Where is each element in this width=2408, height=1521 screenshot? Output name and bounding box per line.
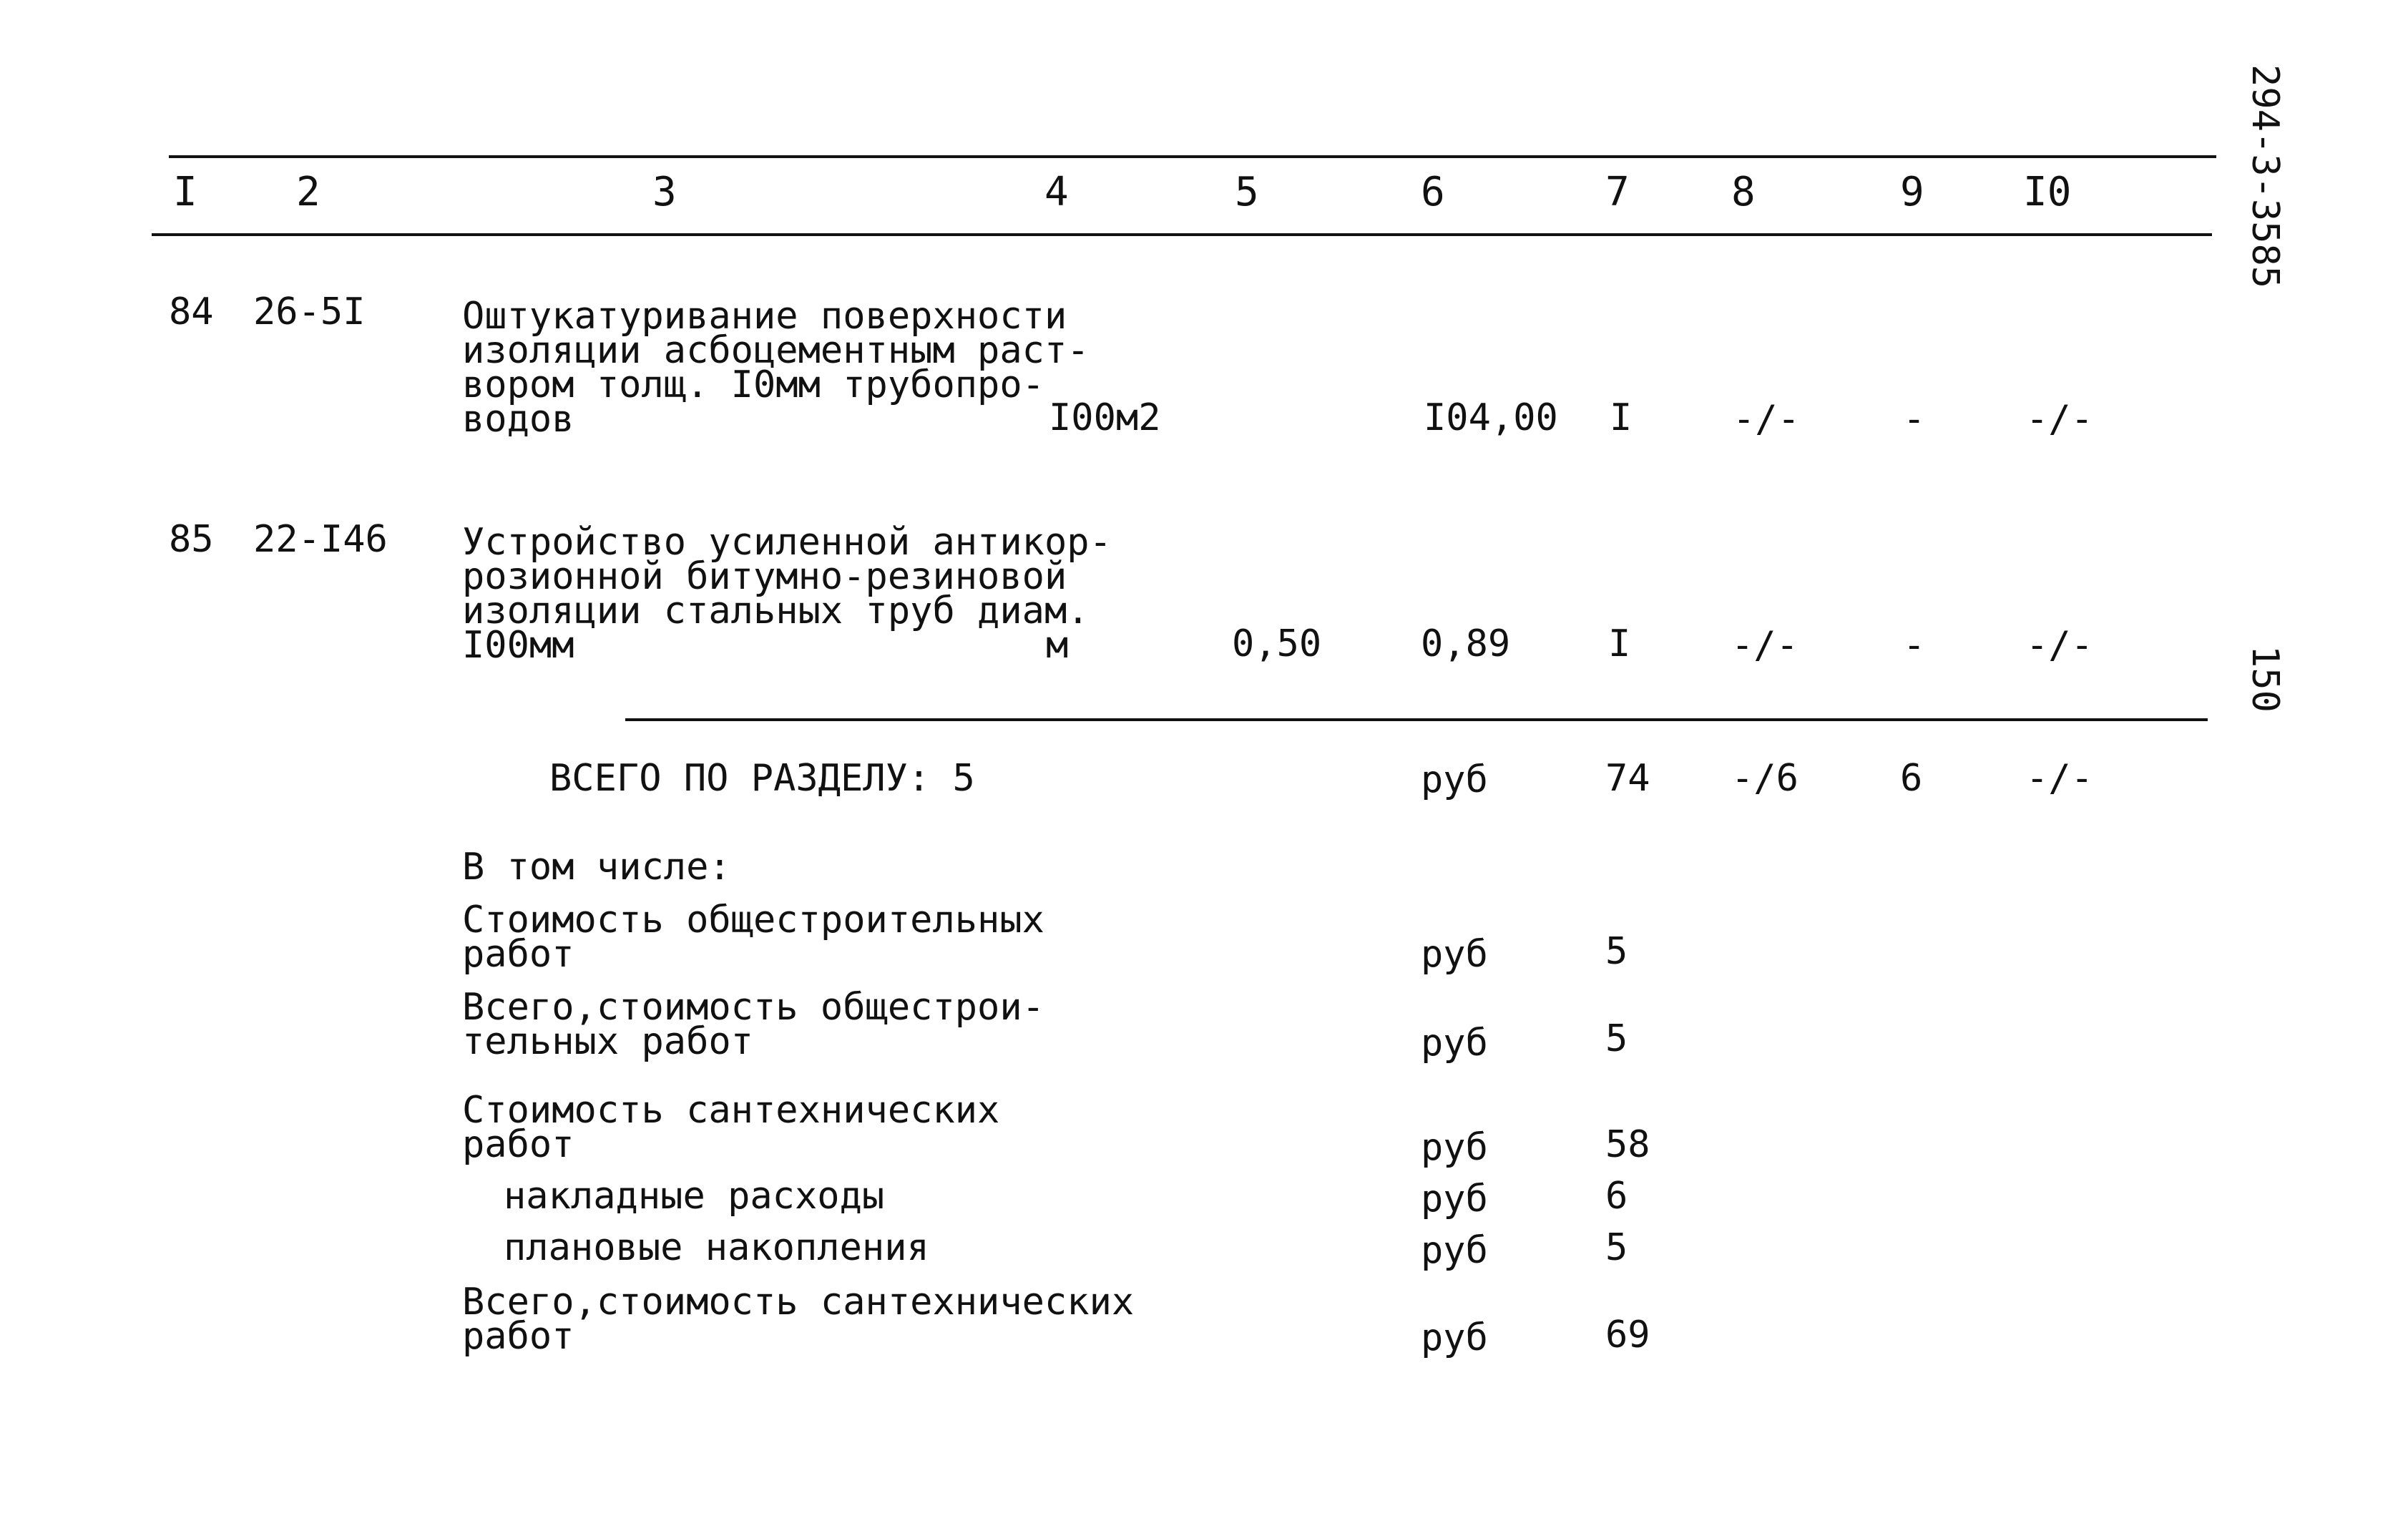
column-header-7: 7 [1605, 169, 1630, 215]
breakdown-unit: руб [1421, 1229, 1488, 1272]
breakdown-unit: руб [1421, 1316, 1488, 1359]
section-total-col9: 6 [1900, 757, 1923, 800]
column-header-1: I [173, 169, 197, 215]
row-84-col9: - [1903, 398, 1926, 441]
breakdown-value: 69 [1605, 1314, 1650, 1356]
document-code: 294-3-3585 [2243, 64, 2286, 289]
breakdown-value: 5 [1605, 1017, 1628, 1060]
row-85-col7: I [1608, 622, 1631, 665]
column-header-9: 9 [1900, 169, 1924, 215]
section-total-col8: -/6 [1731, 757, 1798, 800]
breakdown-value: 6 [1605, 1175, 1628, 1218]
section-divider-rule [625, 718, 2208, 721]
row-85-description-line: изоляции стальных труб диам. [462, 590, 1090, 632]
row-84-unit: I00м2 [1049, 396, 1161, 439]
row-84-col8: -/- [1733, 398, 1800, 441]
row-85-col9: - [1903, 624, 1926, 667]
column-header-8: 8 [1731, 169, 1756, 215]
breakdown-line: тельных работ [462, 1020, 753, 1063]
row-85-unit: м [1046, 624, 1069, 667]
row-85-description-line: Устройство усиленной антикор- [462, 521, 1112, 564]
row-85-col10: -/- [2026, 624, 2093, 667]
row-85-quantity: 0,50 [1232, 622, 1322, 665]
row-85-col8: -/- [1731, 624, 1798, 667]
row-84-description-line: водов [462, 398, 574, 441]
row-84-description-line: Оштукатуривание поверхности [462, 295, 1067, 338]
breakdown-unit: руб [1421, 1022, 1488, 1065]
row-85-price: 0,89 [1421, 622, 1511, 665]
breakdown-line: Стоимость сантехнических [462, 1089, 1000, 1132]
row-84-description-line: вором толщ. I0мм трубопро- [462, 363, 1044, 406]
row-85-number: 85 [169, 518, 214, 561]
breakdown-value: 58 [1605, 1123, 1650, 1166]
breakdown-line: работ [462, 933, 574, 976]
row-84-description-line: изоляции асбоцементным раст- [462, 329, 1090, 372]
row-85-description-line: I00мм [462, 624, 574, 667]
row-84-col7: I [1610, 396, 1633, 439]
row-84-number: 84 [169, 290, 214, 333]
header-bottom-rule [152, 233, 2212, 236]
row-84-price: I04,00 [1424, 396, 1558, 439]
section-total-label: ВСЕГО ПО РАЗДЕЛУ: 5 [549, 757, 975, 800]
breakdown-line: Всего,стоимость сантехнических [462, 1281, 1135, 1324]
breakdown-unit: руб [1421, 933, 1488, 976]
row-84-col10: -/- [2026, 398, 2093, 441]
row-85-code: 22-I46 [253, 518, 388, 561]
column-header-6: 6 [1421, 169, 1445, 215]
column-header-5: 5 [1235, 169, 1259, 215]
breakdown-line: работ [462, 1123, 574, 1166]
column-header-2: 2 [296, 169, 320, 215]
breakdown-unit: руб [1421, 1178, 1488, 1221]
breakdown-value: 5 [1605, 930, 1628, 973]
breakdown-line: плановые накопления [504, 1226, 929, 1269]
header-top-rule [169, 155, 2216, 158]
section-total-col7: 74 [1605, 757, 1650, 800]
column-header-10: I0 [2023, 169, 2072, 215]
row-84-code: 26-5I [253, 290, 366, 333]
breakdown-unit: руб [1421, 1126, 1488, 1169]
breakdown-line: Стоимость общестроительных [462, 899, 1044, 942]
breakdown-value: 5 [1605, 1226, 1628, 1269]
page-number: 150 [2243, 645, 2286, 713]
column-header-4: 4 [1044, 169, 1069, 215]
breakdown-line: работ [462, 1315, 574, 1358]
row-85-description-line: розионной битумно-резиновой [462, 555, 1067, 598]
including-label: В том числе: [462, 846, 731, 889]
breakdown-line: Всего,стоимость общестрои- [462, 986, 1044, 1029]
section-total-col10: -/- [2026, 757, 2093, 800]
breakdown-line: накладные расходы [504, 1175, 885, 1218]
section-total-unit: руб [1421, 758, 1488, 801]
column-header-3: 3 [652, 169, 677, 215]
